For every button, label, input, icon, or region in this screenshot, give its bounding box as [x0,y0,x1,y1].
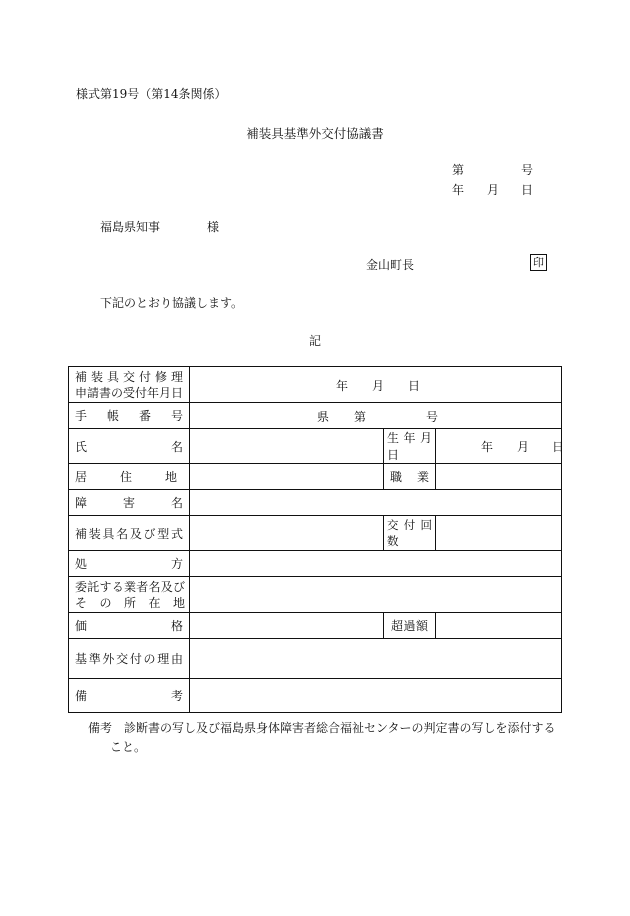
table-row-notebook [69,403,562,429]
receipt-date-label: 補装具交付修理 申請書の受付年月日 [69,367,190,403]
name-label: 氏名 [69,429,190,464]
doc-number-dai: 第 [452,163,465,177]
addressee-name: 福島県知事 [100,220,161,234]
excess-cell[interactable] [436,613,562,639]
table-row-reason [69,639,562,679]
intro-text: 下記のとおり協議します。 [100,296,244,310]
disability-cell[interactable] [190,490,562,516]
prescription-cell[interactable] [190,551,562,577]
price-cell[interactable] [190,613,384,639]
address-cell[interactable] [190,464,384,490]
seal-mark: 印 [530,254,547,271]
job-label: 職業 [384,464,436,490]
address-label: 居住地 [69,464,190,490]
doc-number-go: 号 [521,163,534,177]
remarks-cell[interactable] [190,679,562,713]
count-cell[interactable] [436,516,562,551]
prescription-label: 処方 [69,551,190,577]
sender-name: 金山町長 [366,258,415,272]
table-row-device [69,516,562,551]
table-row-contractor [69,577,562,613]
notebook-cell[interactable]: 県 第 号 [190,403,562,429]
doc-date-year: 年 [452,183,465,197]
birth-label: 生年月日 [384,429,436,464]
note-line-1: 備考 診断書の写し及び福島県身体障害者総合福祉センターの判定書の写しを添付する [88,721,556,735]
contractor-cell[interactable] [190,577,562,613]
application-table [68,366,565,713]
table-row-receipt-date [69,367,562,403]
name-cell[interactable] [190,429,384,464]
ki-heading: 記 [308,334,321,348]
note-line-2: こと。 [110,740,147,754]
document-title: 補装具基準外交付協議書 [246,126,384,141]
birth-date-cell[interactable]: 年 月 日 [436,429,562,464]
device-label: 補装具名及び型式 [69,516,190,551]
reason-label: 基準外交付の理由 [69,639,190,679]
remarks-label: 備考 [69,679,190,713]
contractor-label: 委託する業者名及び その所在地 [69,577,190,613]
table-row-remarks [69,679,562,713]
disability-label: 障害名 [69,490,190,516]
count-label: 交付回数 [384,516,436,551]
device-cell[interactable] [190,516,384,551]
table-row-prescription [69,551,562,577]
job-cell[interactable] [436,464,562,490]
receipt-date-cell[interactable]: 年 月 日 [190,367,562,403]
doc-date-month: 月 [487,183,500,197]
table-row-address [69,464,562,490]
form-number: 様式第19号（第14条関係） [76,87,227,101]
price-label: 価格 [69,613,190,639]
excess-label: 超過額 [384,613,436,639]
addressee-honorific: 様 [207,220,220,234]
reason-cell[interactable] [190,639,562,679]
notebook-label: 手帳番号 [69,403,190,429]
table-row-name [69,429,562,464]
doc-date-day: 日 [521,183,534,197]
table-row-disability [69,490,562,516]
table-row-price [69,613,562,639]
